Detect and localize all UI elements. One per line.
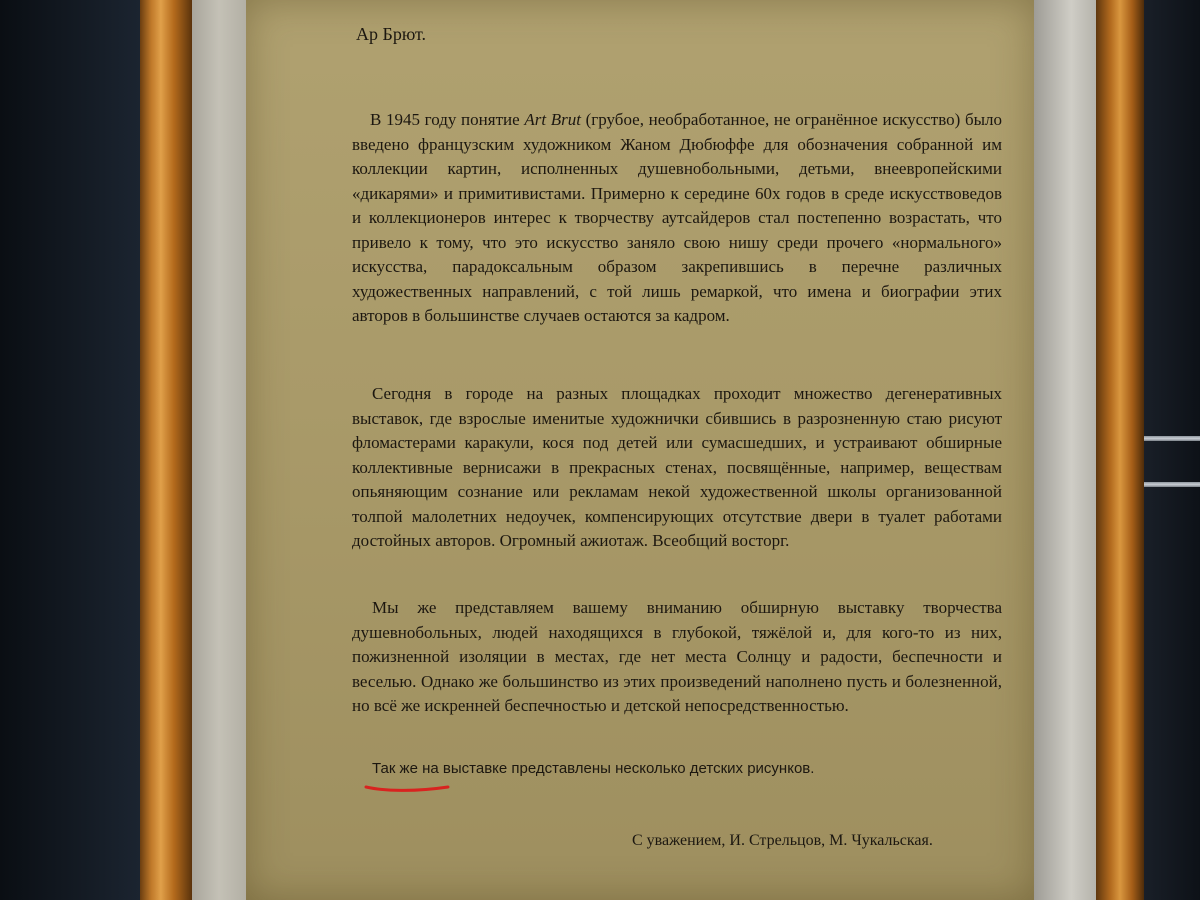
red-underline-stroke: [366, 787, 448, 790]
paragraph-exhibition: Мы же представляем вашему вниманию обширную выставку творчества душевнобольных, людей находящихся в глубокой, тяжёлой и, для кого-то из них, пожизненной изоляции в местах, где нет места Солнцу и радости, беспечности и веселью. Однако же большинство из этих произведений наполнено пусть и болезненной, но всё же искренней беспечностью и детской непосредственностью.: [352, 598, 1002, 715]
signature: С уважением, И. Стрельцов, М. Чукальская.: [632, 832, 933, 849]
metal-rail-upper: [1144, 436, 1200, 441]
red-underline-mark: [364, 780, 454, 796]
dark-wall-right: [1140, 0, 1200, 900]
document-title: Ар Брют.: [356, 24, 427, 44]
art-brut-term: Art Brut: [524, 110, 581, 129]
paragraph-history-body: (грубое, необработанное, не огранённое искусство) было введено французским художником Жаном Дюбюффе для обозначения собранной им коллекции картин, исполненных душевнобольными, детьми, внеевропейскими «дикарями» и примитивистами. Примерно к середине 60х годов в среде искусствоведов и коллекционеров интерес к творчеству аутсайдеров стал постепенно возрастать, что привело к тому, что это искусство заняло свою нишу среди прочего «нормального» искусства, парадоксальным образом закрепившись в перечне различных художественных направлений, с той лишь ремаркой, что имена и биографии этих авторов в большинстве случаев остаются за кадром.: [352, 110, 1002, 325]
frame-mat-left: [192, 0, 246, 900]
frame-mat-right: [1034, 0, 1096, 900]
wooden-frame-left: [140, 0, 192, 900]
metal-rail-lower: [1144, 482, 1200, 487]
paragraph-history-lead: В 1945 году понятие: [370, 110, 525, 129]
wooden-frame-right: [1096, 0, 1144, 900]
dark-wall-left: [0, 0, 140, 900]
paragraph-history: [352, 108, 1002, 329]
paragraph-children-drawings: Так же на выставке представлены несколько детских рисунков.: [372, 760, 815, 777]
paragraph-today: Сегодня в городе на разных площадках проходит множество дегенеративных выставок, где взрослые именитые художнички сбившись в разрозненную стаю рисуют фломастерами каракули, кося под детей или сумасшедших, и устраивают обширные коллективные вернисажи в прекрасных стенах, посвящённые, например, веществам опьяняющим сознание или рекламам некой художественной школы организованной толпой малолетних недоучек, компенсирующих отсутствие двери в туалет работами достойных авторов. Огромный ажиотаж. Всеобщий восторг.: [352, 384, 1002, 550]
